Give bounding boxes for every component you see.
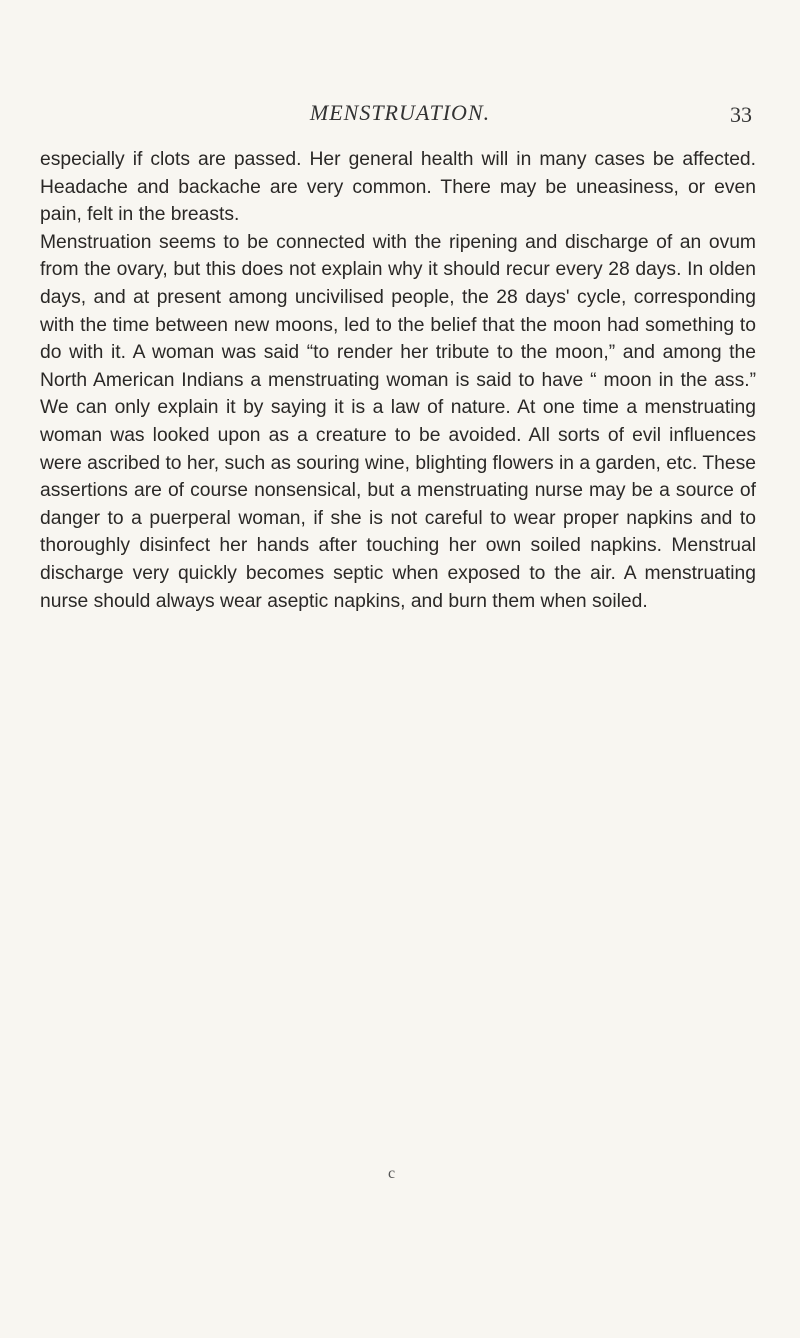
paragraph-2: Menstruation seems to be connected with the ripening and discharge of an ovum from the ovary, but this does not explain why it should recur every 28 days. In olden days, and at present among uncivilised people, the 28 days' cycle, corresponding with the time between new moons, led to the belief that the moon had something to do with it. A woman was said “to render her tribute to the moon,” and among the North American Indians a menstruating woman is said to have “ moon in the ass.” We can only explain it by saying it is a law of nature. At one time a menstruating woman was looked upon as a creature to be avoided. All sorts of evil influences were ascribed to her, such as souring wine, blighting flowers in a garden, etc. These assertions are of course nonsensical, but a menstruating nurse may be a source of danger to a puerperal woman, if she is not careful to wear proper napkins and to thoroughly disinfect her hands after touching her own soiled napkins. Menstrual discharge very quickly becomes septic when exposed to the air. A menstruating nurse should always wear aseptic napkins, and burn them when soiled. bbox=[40, 231, 756, 612]
signature-mark: c bbox=[388, 1165, 396, 1182]
paragraph-1: especially if clots are passed. Her general health will in many cases be affected. Headache and backache are very common. There may be uneasiness, or even pain, felt in the breasts. bbox=[40, 149, 756, 226]
body-text bbox=[40, 146, 756, 615]
page-number: 33 bbox=[730, 102, 752, 127]
running-title: MENSTRUATION. bbox=[309, 100, 491, 125]
running-head bbox=[40, 100, 760, 136]
